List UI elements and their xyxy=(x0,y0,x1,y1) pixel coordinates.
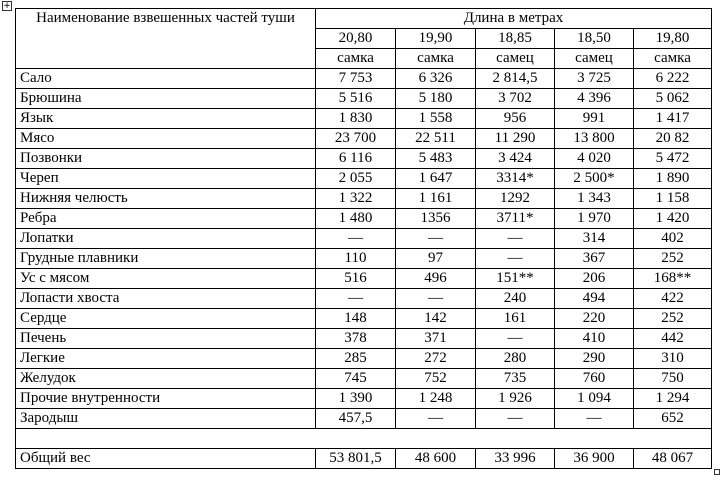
value-cell: — xyxy=(555,409,634,429)
table-resize-handle[interactable] xyxy=(714,469,720,475)
value-cell: 310 xyxy=(634,349,712,369)
value-cell: 220 xyxy=(555,309,634,329)
value-cell: 151** xyxy=(476,269,555,289)
total-row xyxy=(16,449,712,469)
value-cell: — xyxy=(476,409,555,429)
value-cell: 1 248 xyxy=(396,389,476,409)
value-cell: 314 xyxy=(555,229,634,249)
row-label: Язык xyxy=(16,109,316,129)
value-cell: 1 343 xyxy=(555,189,634,209)
value-cell: 422 xyxy=(634,289,712,309)
spacer-cell xyxy=(16,429,712,449)
value-cell: 6 326 xyxy=(396,69,476,89)
value-cell: 206 xyxy=(555,269,634,289)
value-cell: 5 180 xyxy=(396,89,476,109)
value-cell: — xyxy=(476,229,555,249)
value-cell: — xyxy=(316,229,396,249)
row-label: Ребра xyxy=(16,209,316,229)
value-cell: 13 800 xyxy=(555,129,634,149)
value-cell: 1 390 xyxy=(316,389,396,409)
value-cell: 1 830 xyxy=(316,109,396,129)
value-cell: 496 xyxy=(396,269,476,289)
value-cell: 22 511 xyxy=(396,129,476,149)
table-row xyxy=(16,89,712,109)
value-cell: 1 417 xyxy=(634,109,712,129)
row-label: Лопатки xyxy=(16,229,316,249)
sex-cell: самка xyxy=(634,49,712,69)
header-row xyxy=(16,9,712,29)
row-label: Желудок xyxy=(16,369,316,389)
spacer-row xyxy=(16,429,712,449)
value-cell: 752 xyxy=(396,369,476,389)
value-cell: 290 xyxy=(555,349,634,369)
value-cell: — xyxy=(396,409,476,429)
total-label: Общий вес xyxy=(16,449,316,469)
parts-header: Наименование взвешенных частей туши xyxy=(16,9,316,69)
table-row xyxy=(16,189,712,209)
table-row xyxy=(16,149,712,169)
value-cell: — xyxy=(396,229,476,249)
table-row xyxy=(16,169,712,189)
value-cell: 97 xyxy=(396,249,476,269)
value-cell: 367 xyxy=(555,249,634,269)
length-cell: 18,85 xyxy=(476,29,555,49)
value-cell: 1 158 xyxy=(634,189,712,209)
value-cell: 410 xyxy=(555,329,634,349)
table-row xyxy=(16,409,712,429)
value-cell: 3711* xyxy=(476,209,555,229)
value-cell: 760 xyxy=(555,369,634,389)
value-cell: 6 222 xyxy=(634,69,712,89)
value-cell: 1 161 xyxy=(396,189,476,209)
value-cell: — xyxy=(316,289,396,309)
length-group-header: Длина в метрах xyxy=(316,9,712,29)
table-row xyxy=(16,229,712,249)
value-cell: 5 472 xyxy=(634,149,712,169)
value-cell: 1 647 xyxy=(396,169,476,189)
row-label: Печень xyxy=(16,329,316,349)
value-cell: 3314* xyxy=(476,169,555,189)
value-cell: 1 558 xyxy=(396,109,476,129)
value-cell: 1292 xyxy=(476,189,555,209)
value-cell: 5 062 xyxy=(634,89,712,109)
row-label: Сердце xyxy=(16,309,316,329)
row-label: Брюшина xyxy=(16,89,316,109)
table-row xyxy=(16,349,712,369)
value-cell: — xyxy=(396,289,476,309)
table-row xyxy=(16,69,712,89)
value-cell: 956 xyxy=(476,109,555,129)
value-cell: 3 424 xyxy=(476,149,555,169)
value-cell: 161 xyxy=(476,309,555,329)
value-cell: 5 516 xyxy=(316,89,396,109)
row-label: Ус с мясом xyxy=(16,269,316,289)
length-cell: 18,50 xyxy=(555,29,634,49)
total-value-cell: 48 067 xyxy=(634,449,712,469)
total-value-cell: 36 900 xyxy=(555,449,634,469)
value-cell: 457,5 xyxy=(316,409,396,429)
value-cell: 442 xyxy=(634,329,712,349)
value-cell: 7 753 xyxy=(316,69,396,89)
value-cell: 5 483 xyxy=(396,149,476,169)
total-value-cell: 53 801,5 xyxy=(316,449,396,469)
value-cell: 11 290 xyxy=(476,129,555,149)
row-label: Позвонки xyxy=(16,149,316,169)
value-cell: 6 116 xyxy=(316,149,396,169)
table-row xyxy=(16,209,712,229)
sex-cell: самка xyxy=(396,49,476,69)
sex-cell: самка xyxy=(316,49,396,69)
row-label: Лопасти хвоста xyxy=(16,289,316,309)
value-cell: 2 500* xyxy=(555,169,634,189)
total-value-cell: 48 600 xyxy=(396,449,476,469)
value-cell: 272 xyxy=(396,349,476,369)
value-cell: 4 020 xyxy=(555,149,634,169)
value-cell: 23 700 xyxy=(316,129,396,149)
value-cell: 2 055 xyxy=(316,169,396,189)
value-cell: 168** xyxy=(634,269,712,289)
value-cell: 3 725 xyxy=(555,69,634,89)
value-cell: 1 890 xyxy=(634,169,712,189)
value-cell: 3 702 xyxy=(476,89,555,109)
value-cell: 110 xyxy=(316,249,396,269)
value-cell: 285 xyxy=(316,349,396,369)
value-cell: 2 814,5 xyxy=(476,69,555,89)
table-row xyxy=(16,329,712,349)
length-cell: 19,90 xyxy=(396,29,476,49)
table-row xyxy=(16,369,712,389)
value-cell: 652 xyxy=(634,409,712,429)
table-row xyxy=(16,289,712,309)
value-cell: 142 xyxy=(396,309,476,329)
row-label: Прочие внутренности xyxy=(16,389,316,409)
value-cell: 371 xyxy=(396,329,476,349)
value-cell: 1 420 xyxy=(634,209,712,229)
row-label: Зародыш xyxy=(16,409,316,429)
value-cell: 750 xyxy=(634,369,712,389)
table-row xyxy=(16,109,712,129)
value-cell: 1 480 xyxy=(316,209,396,229)
row-label: Череп xyxy=(16,169,316,189)
value-cell: 1 094 xyxy=(555,389,634,409)
value-cell: 1 926 xyxy=(476,389,555,409)
row-label: Сало xyxy=(16,69,316,89)
sex-cell: самец xyxy=(476,49,555,69)
row-label: Мясо xyxy=(16,129,316,149)
length-cell: 19,80 xyxy=(634,29,712,49)
value-cell: 252 xyxy=(634,309,712,329)
value-cell: 402 xyxy=(634,229,712,249)
row-label: Нижняя челюсть xyxy=(16,189,316,209)
total-value-cell: 33 996 xyxy=(476,449,555,469)
value-cell: 494 xyxy=(555,289,634,309)
row-label: Легкие xyxy=(16,349,316,369)
value-cell: 240 xyxy=(476,289,555,309)
table-row xyxy=(16,309,712,329)
value-cell: 252 xyxy=(634,249,712,269)
whale-carcass-table xyxy=(15,8,712,469)
value-cell: 1356 xyxy=(396,209,476,229)
value-cell: 20 82 xyxy=(634,129,712,149)
table-row xyxy=(16,129,712,149)
value-cell: — xyxy=(476,249,555,269)
row-label: Грудные плавники xyxy=(16,249,316,269)
value-cell: 1 322 xyxy=(316,189,396,209)
table-row xyxy=(16,269,712,289)
value-cell: — xyxy=(476,329,555,349)
table-move-handle[interactable]: + xyxy=(3,1,11,11)
value-cell: 516 xyxy=(316,269,396,289)
value-cell: 378 xyxy=(316,329,396,349)
length-cell: 20,80 xyxy=(316,29,396,49)
value-cell: 1 294 xyxy=(634,389,712,409)
sex-cell: самец xyxy=(555,49,634,69)
value-cell: 735 xyxy=(476,369,555,389)
table-row xyxy=(16,249,712,269)
value-cell: 991 xyxy=(555,109,634,129)
value-cell: 280 xyxy=(476,349,555,369)
value-cell: 1 970 xyxy=(555,209,634,229)
value-cell: 4 396 xyxy=(555,89,634,109)
value-cell: 148 xyxy=(316,309,396,329)
value-cell: 745 xyxy=(316,369,396,389)
table-row xyxy=(16,389,712,409)
